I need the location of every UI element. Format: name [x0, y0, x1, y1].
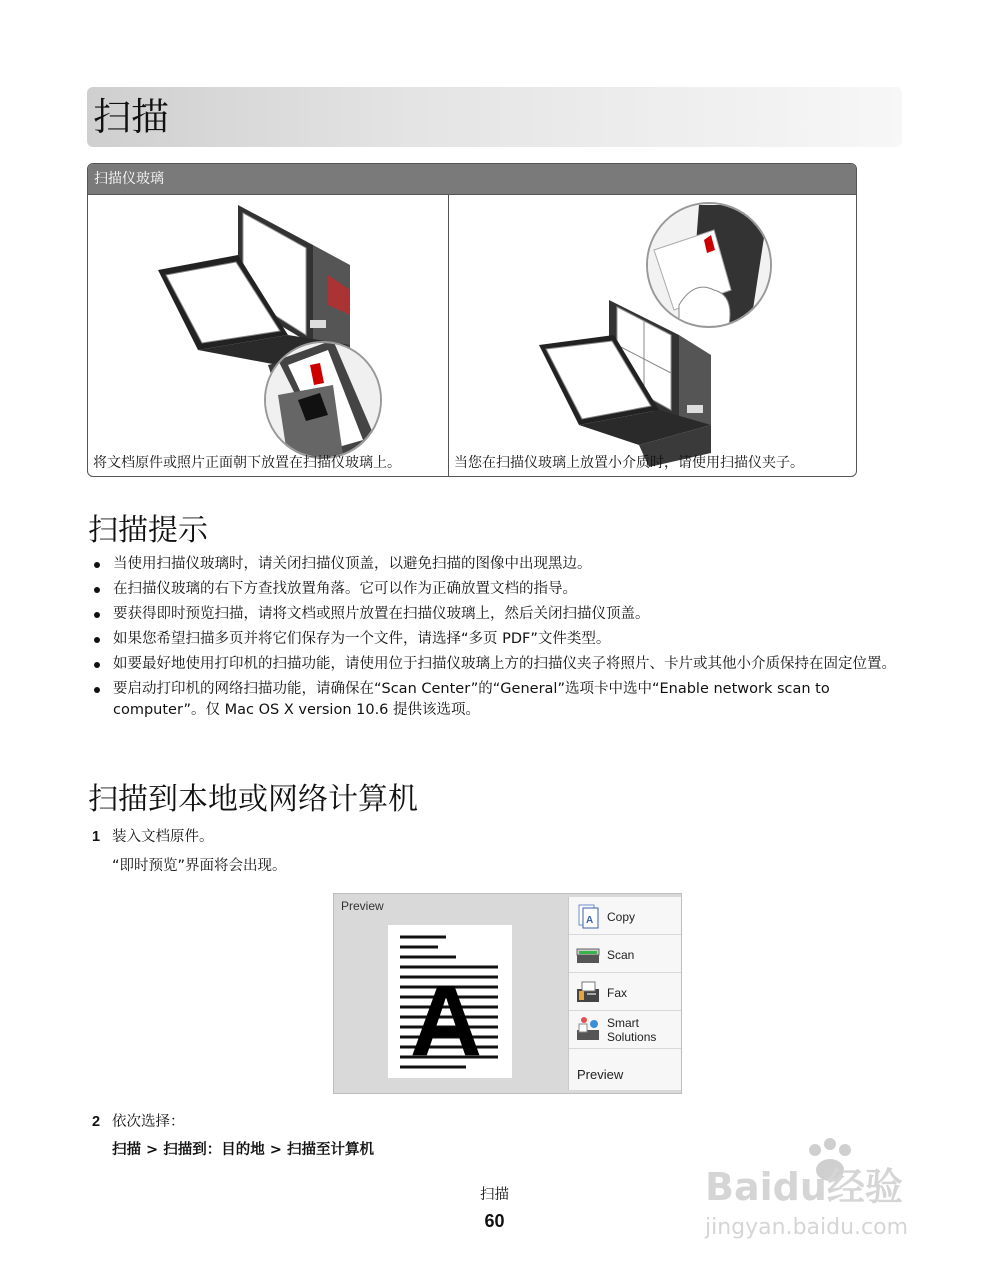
tip-item: 要启动打印机的网络扫描功能，请确保在“Scan Center”的“General”选项卡中选中“Enable network scan to computer”。仅 Mac OS X version 10.6 提供该选项。	[92, 679, 907, 721]
page-number: 60	[484, 1211, 505, 1231]
scanner-glass-right-cell	[449, 195, 857, 477]
menu-item-smart-solutions-label: Smart Solutions	[607, 1016, 657, 1044]
svg-text:A: A	[586, 915, 594, 926]
preview-label: Preview	[341, 899, 384, 913]
scanner-glass-left-caption: 将文档原件或照片正面朝下放置在扫描仪玻璃上。	[93, 455, 401, 471]
preview-menu	[568, 897, 681, 1090]
footer-section-label: 扫描	[480, 1187, 509, 1203]
tip-item: 如果您希望扫描多页并将它们保存为一个文件，请选择“多页 PDF”文件类型。	[92, 629, 907, 650]
scanner-icon	[574, 940, 602, 968]
scanner-glass-header: 扫描仪玻璃	[88, 164, 856, 195]
scan-to-computer-heading: 扫描到本地或网络计算机	[88, 782, 418, 817]
baidu-watermark	[700, 1130, 940, 1250]
scanner-glass-right-caption: 当您在扫描仪玻璃上放置小介质时，请使用扫描仪夹子。	[454, 455, 804, 471]
title-banner	[87, 87, 902, 147]
step-1-note: “即时预览”界面将会出现。	[112, 858, 287, 874]
copy-icon	[574, 902, 602, 930]
step-1-text: 装入文档原件。	[112, 829, 214, 845]
preview-document	[388, 925, 512, 1078]
step-2-number: 2	[92, 1114, 101, 1130]
tip-item: 当使用扫描仪玻璃时，请关闭扫描仪顶盖，以避免扫描的图像中出现黑边。	[92, 554, 907, 575]
tip-item: 如要最好地使用打印机的扫描功能，请使用位于扫描仪玻璃上方的扫描仪夹子将照片、卡片或其他小介质保持在固定位置。	[92, 654, 907, 675]
scanner-glass-left-cell	[88, 195, 449, 477]
watermark-brand: Baidu经验	[705, 1165, 903, 1209]
scanner-open-lid-illustration	[88, 195, 448, 477]
tip-item: 要获得即时预览扫描，请将文档或照片放置在扫描仪玻璃上，然后关闭扫描仪顶盖。	[92, 604, 907, 625]
step-1-number: 1	[92, 829, 101, 845]
menu-item-copy-label: Copy	[607, 910, 636, 924]
menu-item-smart-solutions[interactable]	[569, 1011, 681, 1049]
preview-screen	[333, 893, 682, 1094]
menu-item-scan[interactable]	[569, 935, 681, 973]
menu-item-scan-label: Scan	[607, 948, 635, 962]
watermark-url: jingyan.baidu.com	[705, 1215, 909, 1240]
fax-icon	[574, 978, 602, 1006]
menu-path: 扫描 > 扫描到：目的地 > 扫描至计算机	[112, 1142, 374, 1158]
tips-heading: 扫描提示	[88, 513, 208, 548]
menu-item-copy[interactable]	[569, 897, 681, 935]
preview-document-graphic	[388, 925, 512, 1078]
preview-document-letter: A	[409, 965, 483, 1077]
menu-preview-label[interactable]: Preview	[577, 1067, 624, 1082]
step-1	[92, 827, 214, 847]
smart-solutions-icon	[574, 1016, 602, 1044]
tips-list	[92, 554, 907, 725]
page-title: 扫描	[93, 95, 170, 139]
menu-item-fax[interactable]	[569, 973, 681, 1011]
menu-item-fax-label: Fax	[607, 986, 628, 1000]
scanner-glass-table	[87, 163, 857, 477]
step-2-text: 依次选择：	[112, 1114, 185, 1130]
scanner-clip-illustration	[449, 195, 857, 477]
tip-item: 在扫描仪玻璃的右下方查找放置角落。它可以作为正确放置文档的指导。	[92, 579, 907, 600]
step-2	[92, 1112, 185, 1132]
